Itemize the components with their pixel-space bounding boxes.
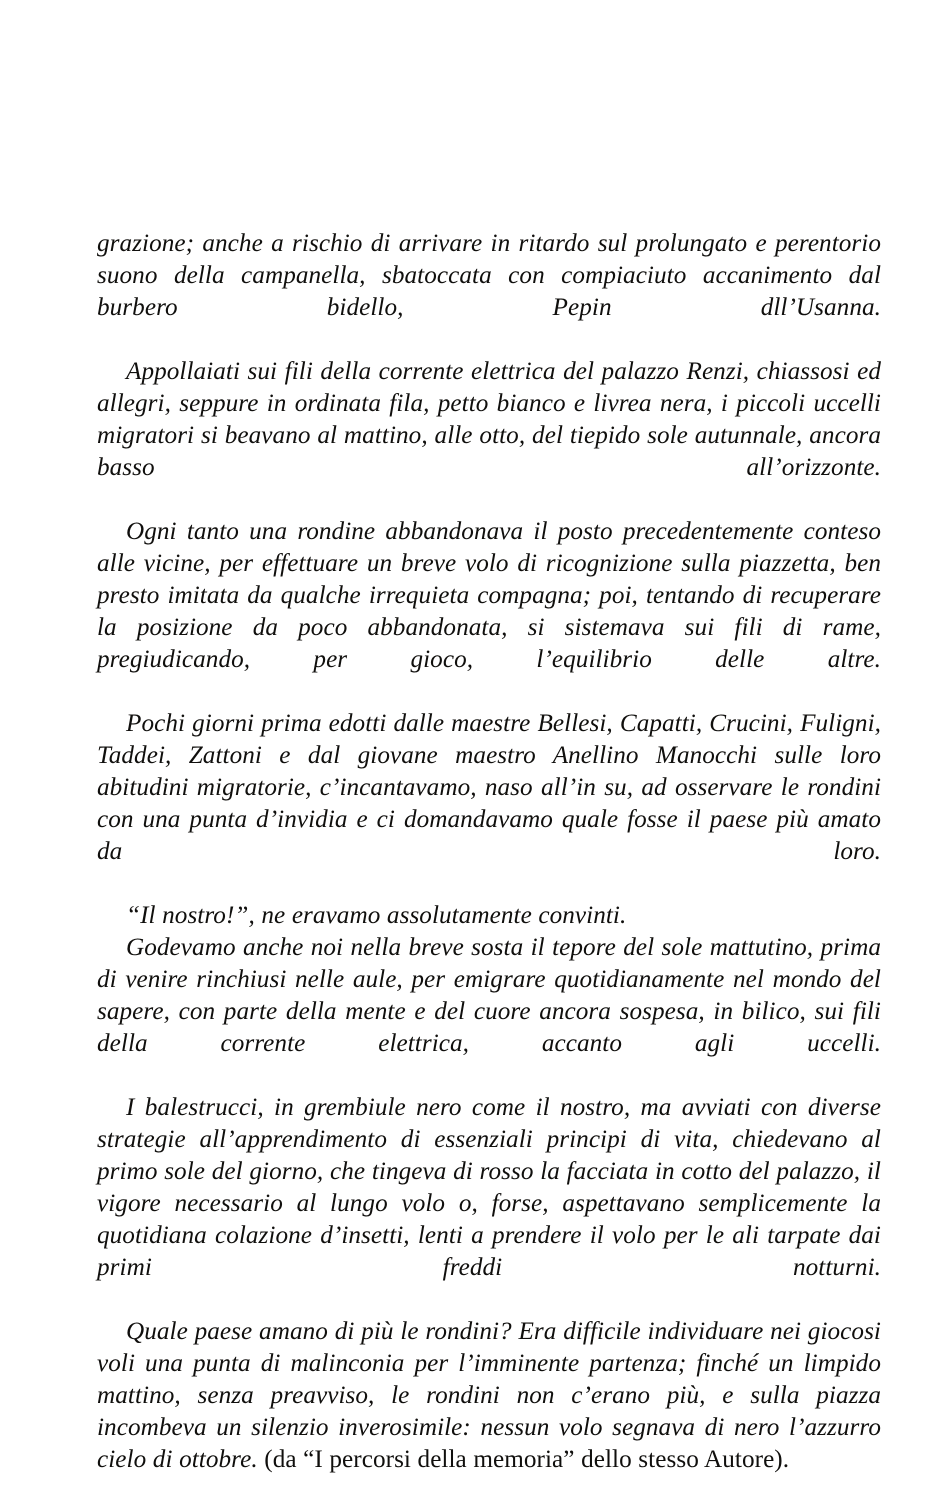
page-text-block: [97, 228, 881, 1476]
paragraph: I balestrucci, in grembiule nero come il nostro, ma avviati con diverse strategie all’apprendimento di essenziali principi di vita, chiedevano al primo sole del giorno, che tingeva di rosso la facciata in cotto del palazzo, il vigore necessario al lungo volo o, forse, aspettavano semplicemente la quotidiana colazione d’insetti, lenti a prendere il volo per le ali tarpate dai primi freddi notturni.: [97, 1094, 881, 1281]
paragraph: Appollaiati sui fili della corrente elettrica del palazzo Renzi, chiassosi ed allegri, seppure in ordinata fila, petto bianco e livrea nera, i piccoli uccelli migratori si beavano al mattino, alle otto, del tiepido sole autunnale, ancora basso all’orizzonte.: [97, 358, 881, 481]
source-attribution: (da “I percorsi della memoria” dello stesso Autore).: [257, 1446, 790, 1473]
paragraph-final-body: Quale paese amano di più le rondini? Era difficile individuare nei giocosi voli una punta di malinconia per l’imminente partenza; finché un limpido mattino, senza preavviso, le rondini non c’erano più, e sulla piazza incombeva un silenzio inverosimile: nessun volo segnava di nero l’azzurro cielo di ottobre.: [97, 1318, 881, 1473]
paragraph: Godevamo anche noi nella breve sosta il tepore del sole mattutino, prima di venire rinchiusi nelle aule, per emigrare quotidianamente nel mondo del sapere, con parte della mente e del cuore ancora sospesa, in bilico, sui fili della corrente elettrica, accanto agli uccelli.: [97, 934, 881, 1057]
paragraph-final: [97, 1316, 881, 1476]
paragraph-quote: “Il nostro!”, ne eravamo assolutamente convinti.: [126, 902, 627, 929]
paragraph: Ogni tanto una rondine abbandonava il posto precedentemente conteso alle vicine, per effettuare un breve volo di ricognizione sulla piazzetta, ben presto imitata da qualche irrequieta compagna; poi, tentando di recuperare la posizione da poco abbandonata, si sistemava sui fili di rame, pregiudicando, per gioco, l’equilibrio delle altre.: [97, 518, 881, 673]
paragraph: Pochi giorni prima edotti dalle maestre Bellesi, Capatti, Crucini, Fuligni, Taddei, Zattoni e dal giovane maestro Anellino Manocchi sulle loro abitudini migratorie, c’incantavamo, naso all’in su, ad osservare le rondini con una punta d’invidia e ci domandavamo quale fosse il paese più amato da loro.: [97, 710, 881, 865]
paragraph-continuation: grazione; anche a rischio di arrivare in ritardo sul prolungato e perentorio suono della campanella, sbatoccata con compiaciuto accanimento dal burbero bidello, Pepin dll’Usanna.: [97, 230, 881, 321]
